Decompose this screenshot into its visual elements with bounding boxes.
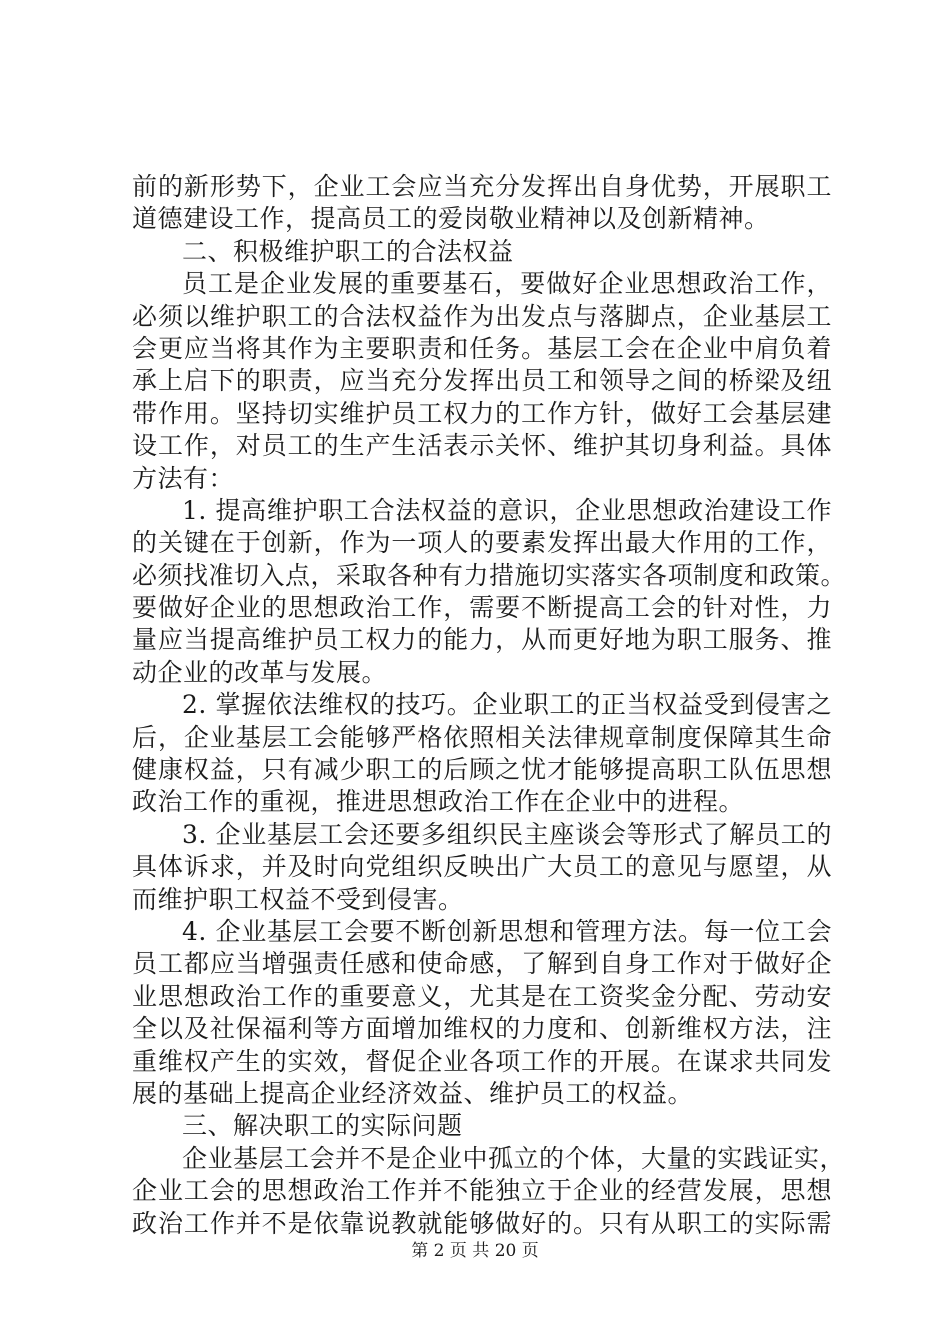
text-line: 1. 提高维护职工合法权益的意识，企业思想政治建设工作 (182, 495, 832, 525)
text-line: 2. 掌握依法维权的技巧。企业职工的正当权益受到侵害之 (182, 690, 832, 720)
document-body (132, 171, 847, 1240)
text-line: 前的新形势下，企业工会应当充分发挥出自身优势，开展职工 (132, 172, 832, 201)
text-line: 要做好企业的思想政治工作，需要不断提高工会的针对性，力 (132, 593, 832, 623)
text-line: 重维权产生的实效，督促企业各项工作的开展。在谋求共同发 (132, 1046, 832, 1076)
text-line: 政治工作并不是依靠说教就能够做好的。只有从职工的实际需 (132, 1208, 832, 1238)
text-line: 展的基础上提高企业经济效益、维护员工的权益。 (132, 1078, 694, 1108)
text-line: 健康权益，只有减少职工的后顾之忧才能够提高职工队伍思想 (132, 755, 832, 785)
text-line: 具体诉求，并及时向党组织反映出广大员工的意见与愿望，从 (132, 852, 832, 882)
text-line: 后，企业基层工会能够严格依照相关法律规章制度保障其生命 (132, 722, 832, 752)
text-line: 企业基层工会并不是企业中孤立的个体，大量的实践证实， (182, 1143, 846, 1173)
page-number-footer: 第 2 页 共 20 页 (411, 1241, 539, 1261)
text-line: 4. 企业基层工会要不断创新思想和管理方法。每一位工会 (182, 916, 832, 946)
text-line: 的关键在于创新，作为一项人的要素发挥出最大作用的工作， (132, 528, 832, 558)
text-line: 必须找准切入点，采取各种有力措施切实落实各项制度和政策。 (132, 560, 847, 590)
text-line: 业思想政治工作的重要意义，尤其是在工资奖金分配、劳动安 (132, 981, 832, 1011)
text-line: 方法有： (132, 463, 235, 493)
text-line: 企业工会的思想政治工作并不能独立于企业的经营发展，思想 (132, 1176, 832, 1206)
text-line: 必须以维护职工的合法权益作为出发点与落脚点，企业基层工 (132, 301, 832, 331)
text-line: 会更应当将其作为主要职责和任务。基层工会在企业中肩负着 (132, 333, 832, 363)
text-line: 员工是企业发展的重要基石，要做好企业思想政治工作， (182, 269, 832, 299)
text-line: 设工作，对员工的生产生活表示关怀、维护其切身利益。具体 (132, 431, 832, 461)
text-line: 量应当提高维护员工权力的能力，从而更好地为职工服务、推 (132, 625, 832, 655)
section-heading: 三、解决职工的实际问题 (182, 1111, 463, 1141)
text-line: 3. 企业基层工会还要多组织民主座谈会等形式了解员工的 (182, 819, 832, 849)
text-line: 道德建设工作，提高员工的爱岗敬业精神以及创新精神。 (132, 204, 770, 234)
section-heading: 二、积极维护职工的合法权益 (182, 236, 514, 266)
text-line: 承上启下的职责，应当充分发挥出员工和领导之间的桥梁及纽 (132, 366, 832, 396)
text-line: 全以及社保福利等方面增加维权的力度和、创新维权方法，注 (132, 1014, 832, 1044)
text-line: 带作用。坚持切实维护员工权力的工作方针，做好工会基层建 (132, 398, 832, 428)
text-line: 而维护职工权益不受到侵害。 (132, 884, 464, 914)
text-line: 政治工作的重视，推进思想政治工作在企业中的进程。 (132, 787, 745, 817)
text-line: 员工都应当增强责任感和使命感，了解到自身工作对于做好企 (132, 949, 832, 979)
text-line: 动企业的改革与发展。 (132, 657, 388, 687)
